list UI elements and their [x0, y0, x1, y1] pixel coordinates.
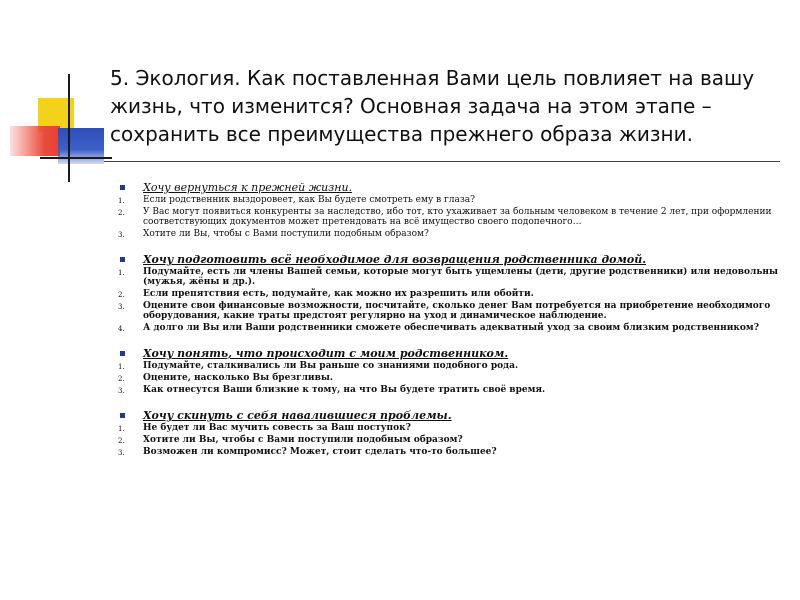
section-heading	[118, 181, 780, 194]
section-drop-problems	[118, 409, 780, 457]
list-number: 1.	[118, 363, 125, 371]
list-item-text: Не будет ли Вас мучить совесть за Ваш поступок?	[143, 423, 411, 433]
numbered-list	[118, 195, 780, 239]
list-item	[118, 361, 780, 371]
list-number: 3.	[118, 231, 125, 239]
section-heading	[118, 347, 780, 360]
section-heading-text: Хочу скинуть с себя навалившиеся проблемы.	[143, 409, 452, 422]
list-item-text: Если родственник выздоровеет, как Вы будете смотреть ему в глаза?	[143, 195, 475, 205]
section-heading-text: Хочу подготовить всё необходимое для возвращения родственника домой.	[143, 253, 647, 266]
list-item	[118, 229, 780, 239]
list-item	[118, 301, 780, 321]
list-number: 2.	[118, 437, 125, 445]
list-number: 2.	[118, 209, 125, 217]
section-heading	[118, 409, 780, 422]
numbered-list	[118, 423, 780, 457]
list-item-text: Подумайте, сталкивались ли Вы раньше со знаниями подобного рода.	[143, 361, 519, 371]
square-bullet-icon	[120, 185, 125, 190]
list-item-text: Хотите ли Вы, чтобы с Вами поступили подобным образом?	[143, 435, 463, 445]
list-number: 4.	[118, 325, 125, 333]
list-item	[118, 447, 780, 457]
numbered-list	[118, 267, 780, 333]
list-item	[118, 323, 780, 333]
slide-title: 5. Экология. Как поставленная Вами цель повлияет на вашу жизнь, что изменится? Основная задача на этом этапе – сохранить все преимущества прежнего образа жизни.	[110, 66, 755, 146]
list-item-text: А долго ли Вы или Ваши родственники сможете обеспечивать адекватный уход за своим близким родственником?	[143, 323, 759, 333]
list-item-text: Подумайте, есть ли члены Вашей семьи, которые могут быть ущемлены (дети, другие родственники) или недовольны (мужья, жёны и др.).	[143, 267, 779, 287]
square-bullet-icon	[120, 257, 125, 262]
list-item	[118, 267, 780, 287]
list-item-text: У Вас могут появиться конкуренты за наследство, ибо тот, кто ухаживает за больным человеком в течение 2 лет, при оформлении соответствующих документов может претендовать на всё имущество своего подопечного…	[143, 207, 772, 227]
list-item	[118, 385, 780, 395]
list-item	[118, 373, 780, 383]
section-prepare-return	[118, 253, 780, 333]
list-number: 2.	[118, 291, 125, 299]
list-item	[118, 207, 780, 227]
list-item-text: Оцените, насколько Вы брезгливы.	[143, 373, 334, 383]
decor-red-square	[10, 126, 60, 156]
list-number: 1.	[118, 425, 125, 433]
list-item-text: Если препятствия есть, подумайте, как можно их разрешить или обойти.	[143, 289, 534, 299]
decor-horizontal-line	[40, 157, 112, 159]
section-heading-text: Хочу понять, что происходит с моим родственником.	[143, 347, 509, 360]
slide-content	[118, 181, 780, 471]
list-number: 2.	[118, 375, 125, 383]
list-item	[118, 289, 780, 299]
list-item	[118, 423, 780, 433]
list-item-text: Оцените свои финансовые возможности, посчитайте, сколько денег Вам потребуется на приобретение необходимого оборудования, какие траты предстоят регулярно на уход и динамическое наблюдение.	[143, 301, 771, 321]
list-number: 3.	[118, 387, 125, 395]
list-item-text: Возможен ли компромисс? Может, стоит сделать что-то большее?	[143, 447, 497, 457]
square-bullet-icon	[120, 413, 125, 418]
list-number: 3.	[118, 449, 125, 457]
list-number: 3.	[118, 303, 125, 311]
list-item	[118, 435, 780, 445]
list-number: 1.	[118, 269, 125, 277]
section-heading-text: Хочу вернуться к прежней жизни.	[143, 181, 353, 194]
numbered-list	[118, 361, 780, 395]
list-item	[118, 195, 780, 205]
section-heading	[118, 253, 780, 266]
section-understand-relative	[118, 347, 780, 395]
square-bullet-icon	[120, 351, 125, 356]
list-item-text: Хотите ли Вы, чтобы с Вами поступили подобным образом?	[143, 229, 429, 239]
section-return-to-life	[118, 181, 780, 239]
title-divider	[104, 161, 780, 162]
list-number: 1.	[118, 197, 125, 205]
list-item-text: Как отнесутся Ваши близкие к тому, на что Вы будете тратить своё время.	[143, 385, 546, 395]
decor-vertical-line	[68, 74, 70, 182]
